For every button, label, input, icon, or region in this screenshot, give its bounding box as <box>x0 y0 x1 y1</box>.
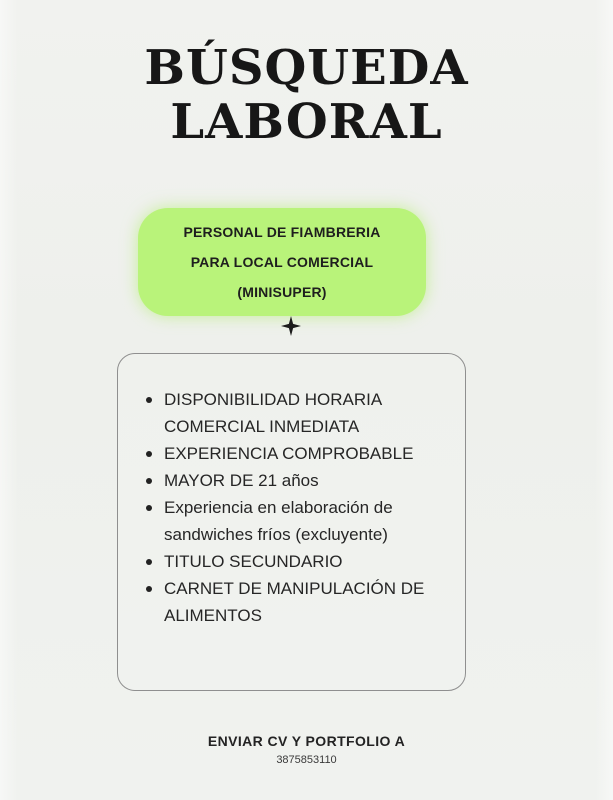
sparkle-icon <box>281 316 301 336</box>
requirement-item: EXPERIENCIA COMPROBABLE <box>144 440 449 467</box>
requirement-item: DISPONIBILIDAD HORARIA COMERCIAL INMEDIATA <box>144 386 449 440</box>
requirements-card <box>117 353 466 691</box>
position-line-2: PARA LOCAL COMERCIAL <box>190 254 374 270</box>
poster-title-line-2: LABORAL <box>170 94 443 150</box>
contact-phone-number: 3875853110 <box>276 754 337 766</box>
position-highlight-box <box>138 208 426 316</box>
requirement-item: MAYOR DE 21 años <box>144 467 449 494</box>
requirement-item: CARNET DE MANIPULACIÓN DE ALIMENTOS <box>144 575 449 629</box>
position-line-1: PERSONAL DE FIAMBRERIA <box>183 224 381 240</box>
requirement-item: Experiencia en elaboración de sandwiches fríos (excluyente) <box>144 494 449 548</box>
position-line-3: (MINISUPER) <box>237 284 327 300</box>
poster-title-line-1: BÚSQUEDA <box>144 40 469 96</box>
requirement-item: TITULO SECUNDARIO <box>144 548 449 575</box>
contact-call-to-action: ENVIAR CV Y PORTFOLIO A <box>207 733 406 749</box>
requirements-list <box>144 386 449 629</box>
